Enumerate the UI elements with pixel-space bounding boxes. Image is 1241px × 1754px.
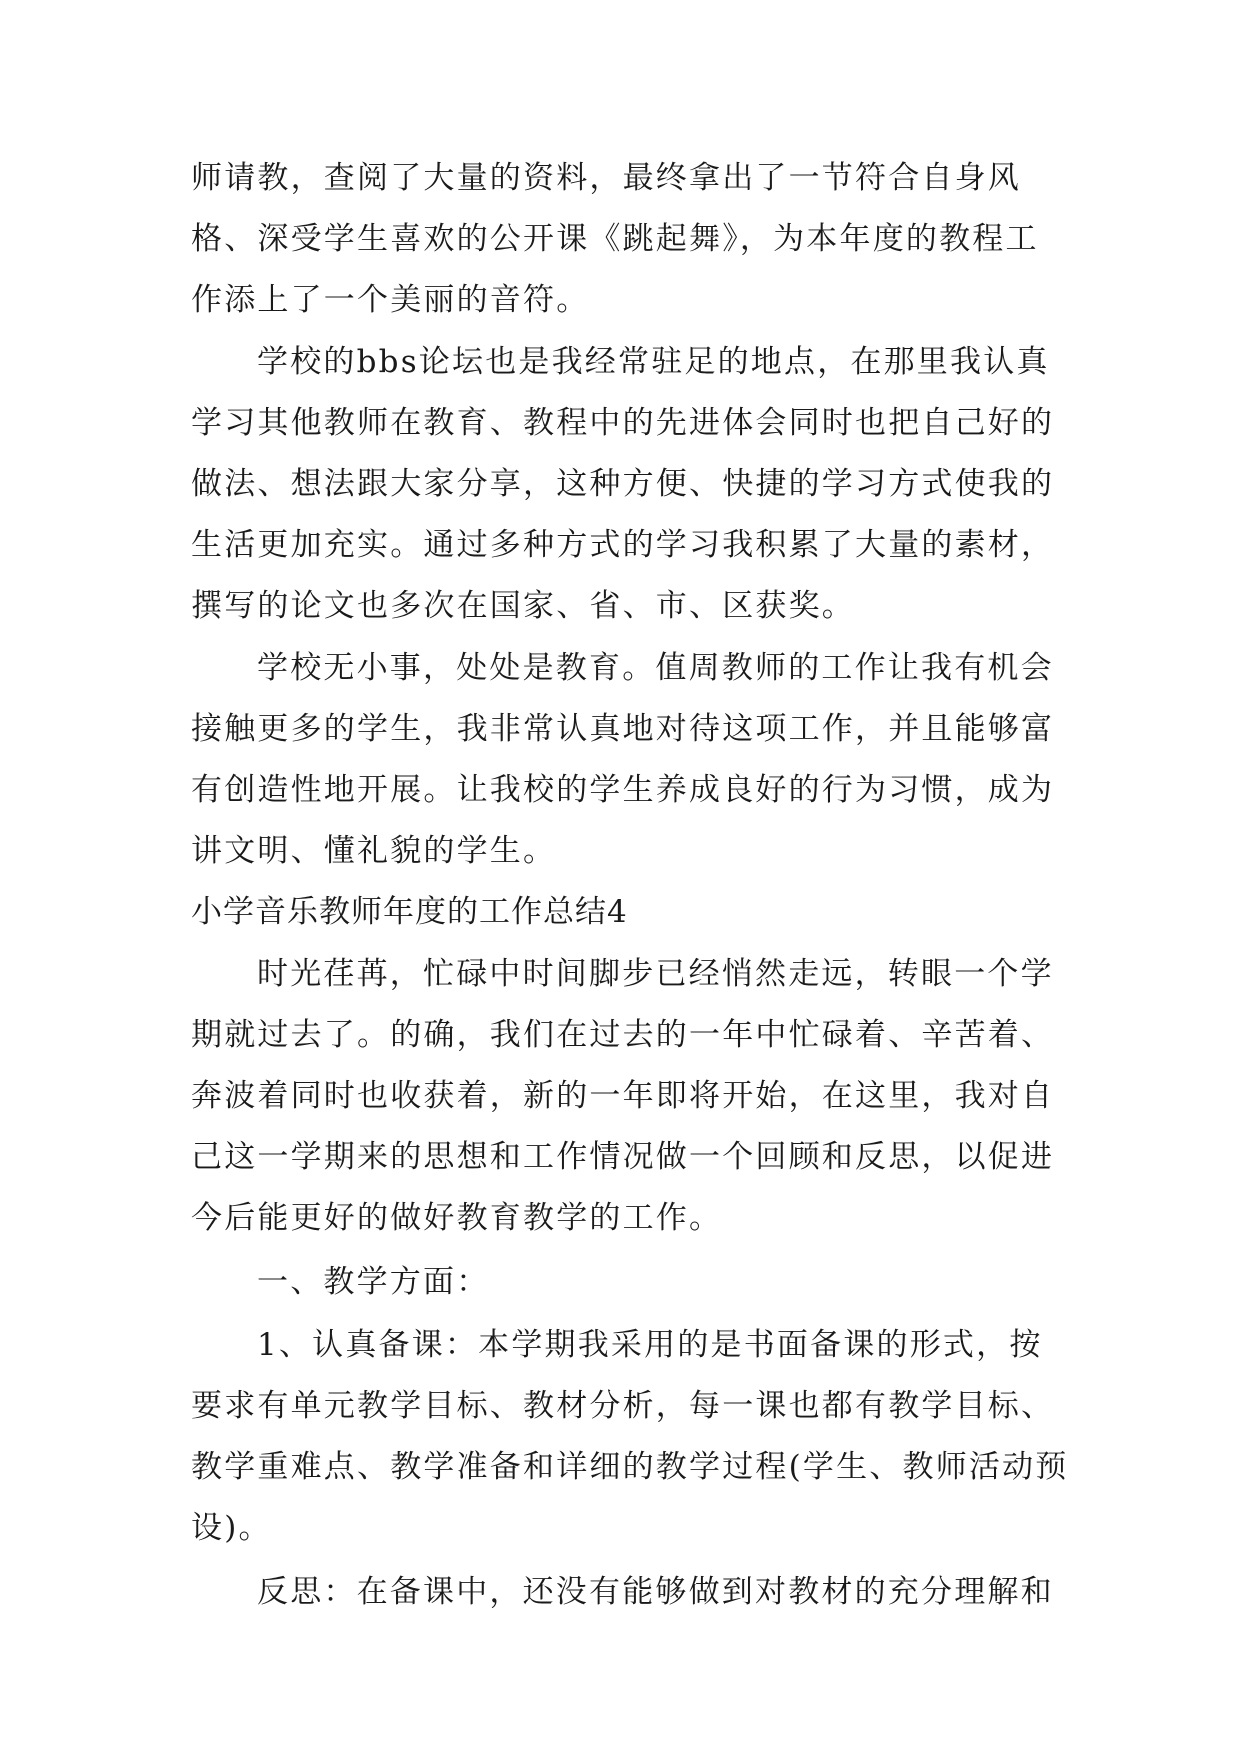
section-heading: 小学音乐教师年度的工作总结4	[191, 894, 628, 931]
paragraph-lesson-prep: 1、认真备课：本学期我采用的是书面备课的形式，按要求有单元教学目标、教材分析，每一课也都有教学目标、教学重难点、教学准备和详细的教学过程(学生、教师活动预设)。	[191, 1326, 1069, 1547]
paragraph-continuation: 师请教，查阅了大量的资料，最终拿出了一节符合自身风格、深受学生喜欢的公开课《跳起舞》，为本年度的教程工作添上了一个美丽的音符。	[191, 160, 1039, 319]
document-body	[191, 148, 1071, 1623]
paragraph-teaching-heading: 一、教学方面：	[257, 1263, 490, 1300]
paragraph-weekly-duty: 学校无小事，处处是教育。值周教师的工作让我有机会接触更多的学生，我非常认真地对待这项工作，并且能够富有创造性地开展。让我校的学生养成良好的行为习惯，成为讲文明、懂礼貌的学生。	[191, 649, 1055, 870]
paragraph-bbs-forum: 学校的bbs论坛也是我经常驻足的地点，在那里我认真学习其他教师在教育、教程中的先进体会同时也把自己好的做法、想法跟大家分享，这种方便、快捷的学习方式使我的生活更加充实。通过多种方式的学习我积累了大量的素材，撰写的论文也多次在国家、省、市、区获奖。	[191, 343, 1055, 625]
paragraph-reflection: 反思：在备课中，还没有能够做到对教材的充分理解和	[257, 1573, 1054, 1610]
paragraph-intro: 时光荏苒，忙碌中时间脚步已经悄然走远，转眼一个学期就过去了。的确，我们在过去的一年中忙碌着、辛苦着、奔波着同时也收获着，新的一年即将开始，在这里，我对自己这一学期来的思想和工作情况做一个回顾和反思，以促进今后能更好的做好教育教学的工作。	[191, 955, 1055, 1237]
